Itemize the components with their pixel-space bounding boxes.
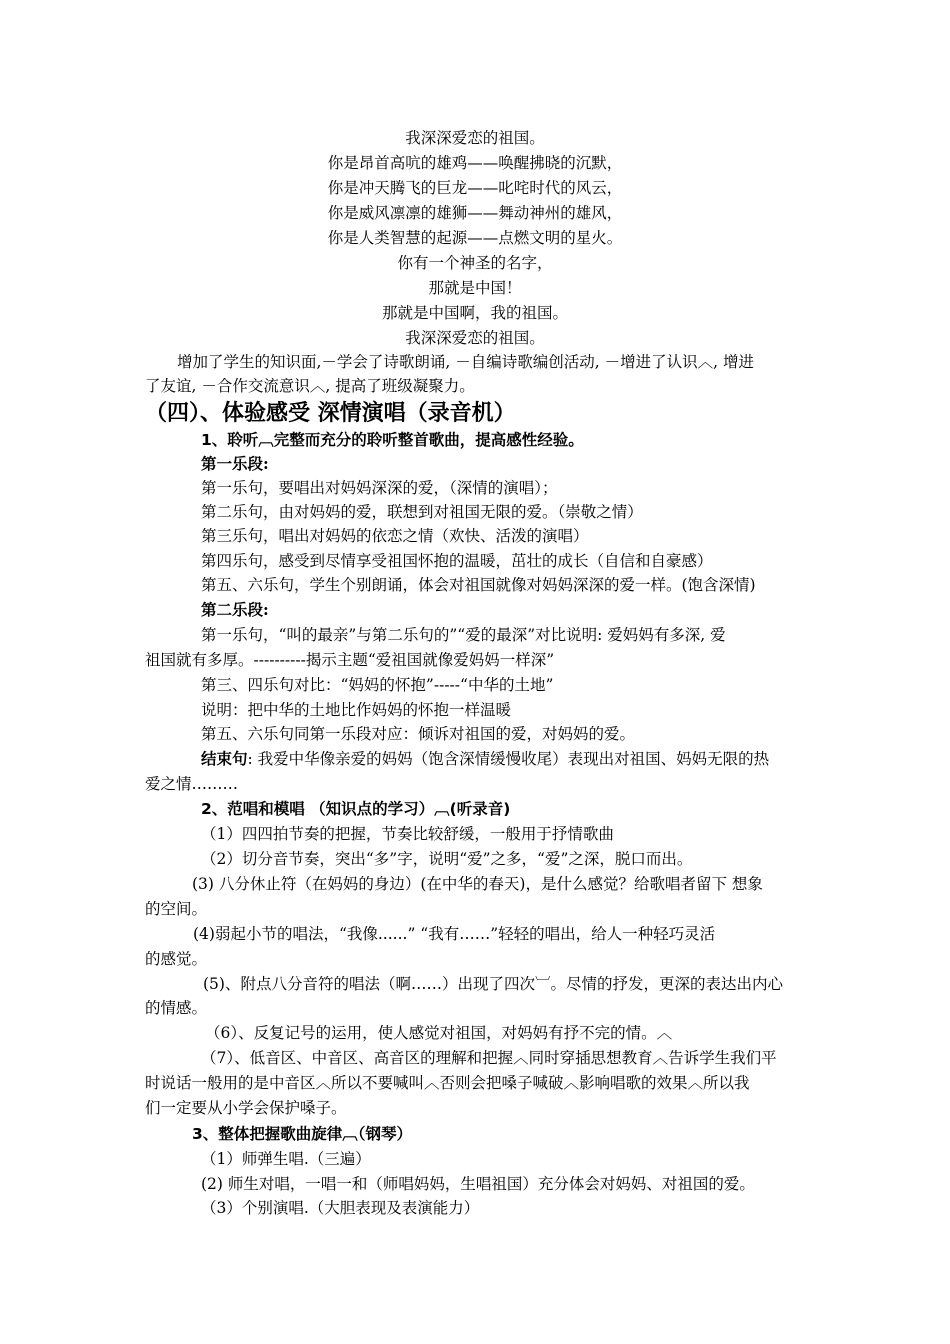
segment1-line: 第一乐句，要唱出对妈妈深深的爱，（深情的演唱）； (201, 479, 558, 497)
poem-line: 那就是中国！ (428, 279, 522, 297)
segment2-line: 祖国就有多厚。----------揭示主题“爱祖国就像爱妈妈一样深” (145, 651, 555, 669)
part2-line: 的空间。 (145, 900, 208, 918)
part2-line: 的情感。 (145, 999, 208, 1017)
part2-line: 时说话一般用的是中音区︿所以不要喊叫︿否则会把嗓子喊破︿影响唱歌的效果︿所以我 (145, 1074, 750, 1092)
part2-line: （6）、反复记号的运用，使人感觉对祖国，对妈妈有抒不完的情。︿ (205, 1024, 673, 1042)
ending-text: : 我爱中华像亲爱的妈妈（饱含深情缓慢收尾）表现出对祖国、妈妈无限的热 (247, 750, 770, 768)
segment2-line: 第五、六乐句同第一乐段对应：倾诉对祖国的爱，对妈妈的爱。 (201, 725, 636, 743)
part2-line: (3) 八分休止符（在妈妈的身边）(在中华的春天)，是什么感觉？给歌唱者留下 想象 (192, 875, 763, 893)
summary-line: 了友谊, －合作交流意识︿, 提高了班级凝聚力。 (145, 377, 475, 395)
poem-line: 你是冲天腾飞的巨龙——叱咤时代的风云， (327, 179, 623, 197)
part2-title: 2、范唱和模唱 （知识点的学习）︹(听录音) (201, 800, 511, 818)
part2-line: （7）、低音区、中音区、高音区的理解和把握︿同时穿插思想教育︿告诉学生我们平 (201, 1049, 777, 1067)
segment1-label: 第一乐段: (201, 454, 269, 473)
part3-line: (2) 师生对唱，一唱一和（师唱妈妈，生唱祖国）充分体会对妈妈、对祖国的爱。 (201, 1175, 755, 1193)
poem-line: 我深深爱恋的祖国。 (405, 129, 545, 147)
segment2-line: 第三、四乐句对比：“妈妈的怀抱”-----“中华的土地” (201, 676, 554, 694)
segment2-line: 第一乐句，“叫的最亲”与第二乐句的”“爱的最深”对比说明: 爱妈妈有多深, 爱 (201, 626, 726, 644)
segment1-line: 第五、六乐句，学生个别朗诵，体会对祖国就像对妈妈深深的爱一样。(饱含深情) (201, 576, 756, 594)
segment1-line: 第二乐句，由对妈妈的爱，联想到对祖国无限的爱。（崇敬之情） (201, 503, 643, 521)
part3-title: 3、整体把握歌曲旋律︹（钢琴） (192, 1125, 413, 1143)
part3-line: （3）个别演唱.（大胆表现及表演能力） (201, 1199, 480, 1217)
poem-line: 我深深爱恋的祖国。 (405, 329, 545, 347)
part2-line: （2）切分音节奏，突出“多”字，说明“爱”之多，“爱”之深，脱口而出。 (201, 850, 693, 868)
segment1-line: 第三乐句，唱出对妈妈的依恋之情（欢快、活泼的演唱） (201, 527, 589, 545)
summary-line: 增加了学生的知识面,－学会了诗歌朗诵, －自编诗歌编创活动, －增进了认识︿, 增进 (177, 353, 754, 371)
part2-line: (4)弱起小节的唱法，“我像......” “我有……”轻轻的唱出，给人一种轻巧灵活 (193, 925, 716, 943)
poem-line: 你是人类智慧的起源——点燃文明的星火。 (327, 229, 623, 247)
section-heading: （四）、体验感受 深情演唱（录音机） (145, 401, 516, 426)
part3-line: （1）师弹生唱.（三遍） (201, 1150, 371, 1168)
poem-line: 你是昂首高吭的雄鸡——唤醒拂晓的沉默， (327, 154, 623, 172)
poem-line: 你是威风凛凛的雄狮——舞动神州的雄风， (327, 204, 623, 222)
part2-line: 们一定要从小学会保护嗓子。 (145, 1099, 347, 1117)
part2-line: （1）四四拍节奏的把握，节奏比较舒缓，一般用于抒情歌曲 (201, 825, 614, 843)
segment1-line: 第四乐句，感受到尽情享受祖国怀抱的温暖，茁壮的成长（自信和自豪感） (201, 552, 713, 570)
ending-line (201, 749, 769, 769)
poem-line: 那就是中国啊，我的祖国。 (381, 304, 568, 322)
segment2-label: 第二乐段: (201, 600, 269, 619)
poem-line: 你有一个神圣的名字， (397, 254, 553, 272)
ending-label: 结束句 (201, 749, 248, 768)
part1-title: 1、聆听︹完整而充分的聆听整首歌曲，提高感性经验。 (201, 431, 584, 449)
ending-cont: 爱之情……… (145, 775, 239, 793)
segment2-line: 说明：把中华的土地比作妈妈的怀抱一样温暖 (201, 701, 512, 719)
part2-line: 的感觉。 (145, 950, 208, 968)
part2-line: (5)、附点八分音符的唱法（啊……）出现了四次︺。尽情的抒发，更深的表达出内心 (203, 975, 783, 993)
